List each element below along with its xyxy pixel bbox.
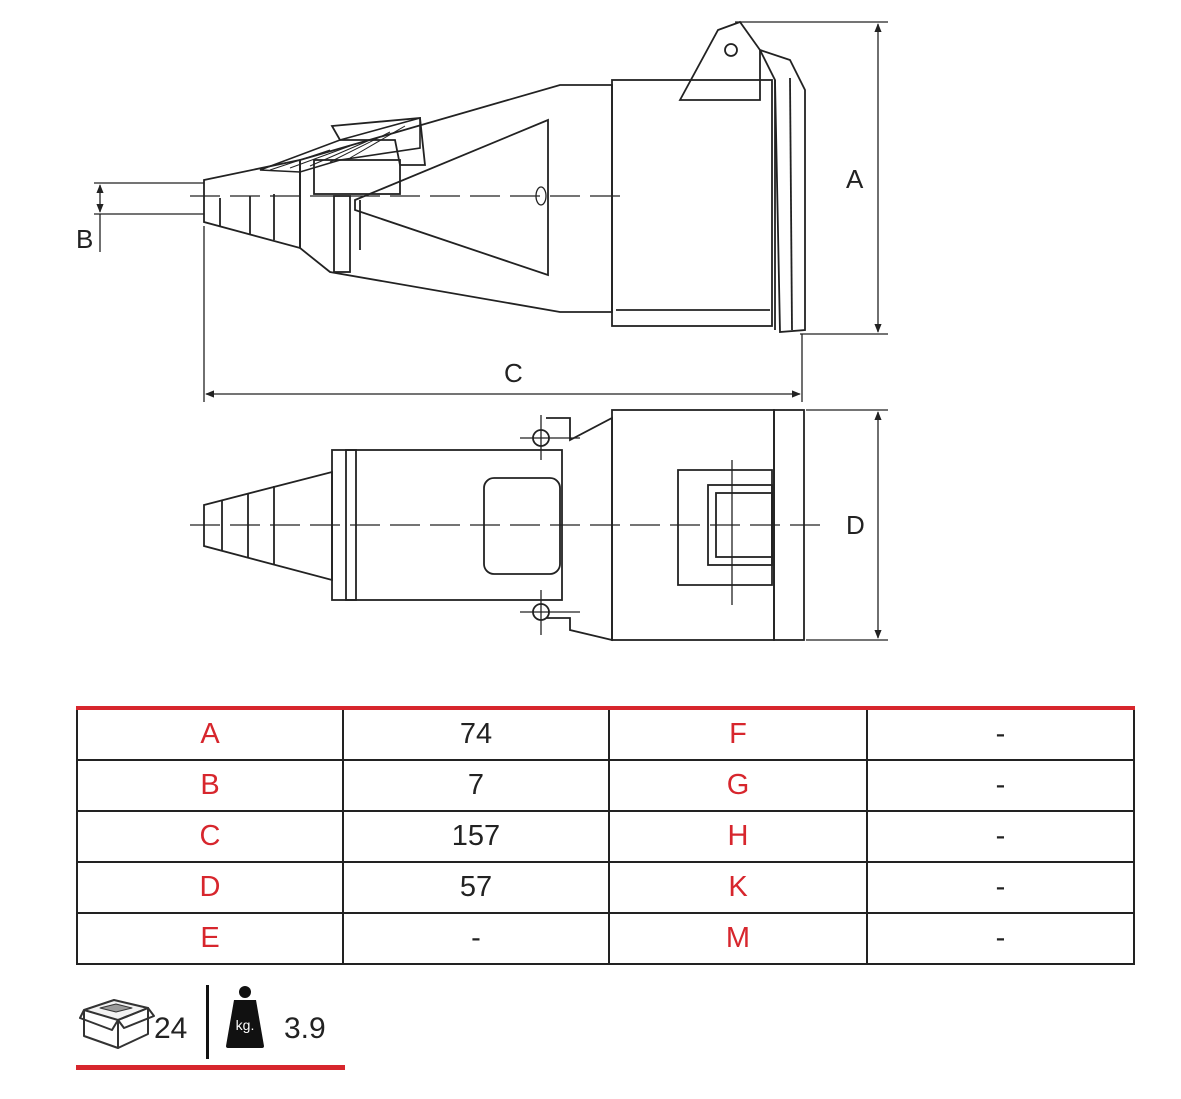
dimension-value: - bbox=[867, 708, 1134, 760]
dimension-value: - bbox=[343, 913, 609, 964]
top-window bbox=[484, 478, 560, 574]
table-row bbox=[77, 811, 1134, 862]
packaging-info bbox=[76, 982, 346, 1072]
box-icon bbox=[78, 992, 156, 1050]
dimension-key: K bbox=[609, 862, 867, 913]
table-row bbox=[77, 862, 1134, 913]
dimension-value: - bbox=[867, 862, 1134, 913]
footer-accent-line bbox=[76, 1065, 345, 1070]
side-cable-tip bbox=[204, 160, 300, 248]
side-head bbox=[612, 80, 772, 326]
table-row bbox=[77, 708, 1134, 760]
dimension-lines bbox=[94, 22, 888, 640]
dim-label-b: B bbox=[76, 224, 94, 254]
dimension-key: G bbox=[609, 760, 867, 811]
top-cable-tip bbox=[204, 472, 332, 580]
side-view bbox=[204, 22, 805, 332]
side-flap bbox=[760, 50, 805, 332]
footer-separator bbox=[206, 985, 209, 1059]
side-lid bbox=[680, 22, 760, 100]
table-row bbox=[77, 760, 1134, 811]
dimension-key: F bbox=[609, 708, 867, 760]
dimension-key: E bbox=[77, 913, 343, 964]
dimension-value: - bbox=[867, 760, 1134, 811]
dimension-value: 74 bbox=[343, 708, 609, 760]
box-quantity: 24 bbox=[154, 1012, 188, 1045]
dimension-key: M bbox=[609, 913, 867, 964]
dimension-key: C bbox=[77, 811, 343, 862]
dim-label-a: A bbox=[846, 164, 864, 194]
weight-value: 3.9 bbox=[284, 1012, 326, 1045]
dimension-value: 7 bbox=[343, 760, 609, 811]
dimension-value: 57 bbox=[343, 862, 609, 913]
dimension-key: D bbox=[77, 862, 343, 913]
dim-label-c: C bbox=[504, 358, 523, 388]
dimension-table bbox=[76, 706, 1135, 965]
dimension-value: - bbox=[867, 913, 1134, 964]
dimension-key: A bbox=[77, 708, 343, 760]
side-body bbox=[300, 85, 612, 312]
dim-label-d: D bbox=[846, 510, 865, 540]
weight-icon bbox=[224, 984, 266, 1050]
weight-unit: kg. bbox=[235, 1017, 255, 1033]
table-row bbox=[77, 913, 1134, 964]
dimension-value: 157 bbox=[343, 811, 609, 862]
dimension-value: - bbox=[867, 811, 1134, 862]
dimension-key: B bbox=[77, 760, 343, 811]
dimension-key: H bbox=[609, 811, 867, 862]
